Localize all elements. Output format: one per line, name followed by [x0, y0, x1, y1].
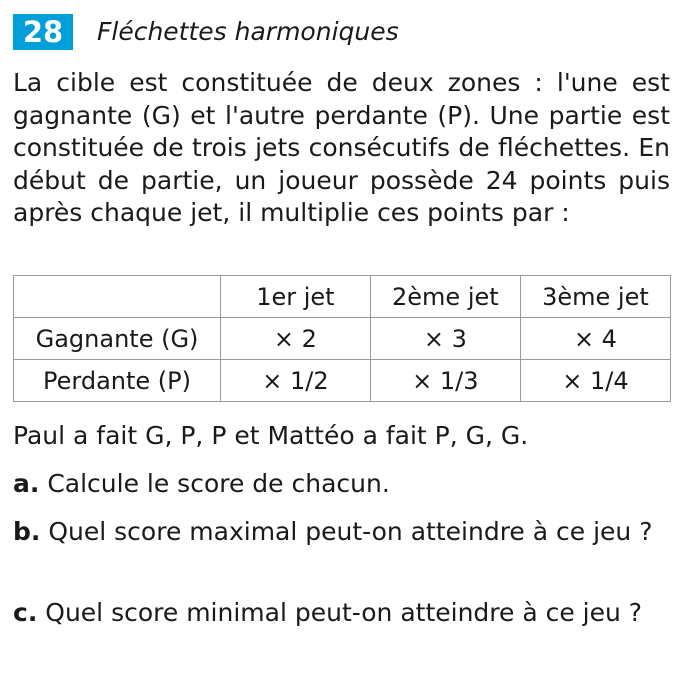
intro-paragraph: La cible est constituée de deux zones : l'une est gagnante (G) et l'autre perdante (P). Une partie est constituée de trois jets consécutifs de fléchettes. En début de partie, un joueur possède 24 points puis après chaque jet, il multiplie ces points par : [13, 68, 670, 228]
exercise-number-badge: 28 [13, 14, 73, 50]
table-row-gagnante [14, 318, 671, 360]
question-text: Quel score minimal peut-on atteindre à ce jeu ? [45, 598, 643, 627]
table-header-cell: 1er jet [221, 276, 371, 318]
table-cell: × 1/4 [520, 360, 670, 402]
table-cell: × 1/2 [221, 360, 371, 402]
question-letter: a. [13, 469, 40, 498]
question-letter: c. [13, 598, 38, 627]
table-header-row [14, 276, 671, 318]
question-letter: b. [13, 517, 41, 546]
summary-text: Paul a fait G, P, P et Mattéo a fait P, G, G. [13, 421, 529, 450]
question-text: Calcule le score de chacun. [47, 469, 390, 498]
table-cell: × 2 [221, 318, 371, 360]
exercise-header [13, 14, 399, 50]
scoring-table [13, 275, 671, 402]
question-a [13, 468, 670, 501]
table-cell: × 3 [370, 318, 520, 360]
table-header-cell [14, 276, 221, 318]
table-cell: × 4 [520, 318, 670, 360]
row-label: Gagnante (G) [14, 318, 221, 360]
exercise-title: Fléchettes harmoniques [97, 17, 399, 46]
table-header-cell: 3ème jet [520, 276, 670, 318]
row-label: Perdante (P) [14, 360, 221, 402]
table-header-cell: 2ème jet [370, 276, 520, 318]
question-b [13, 516, 670, 549]
question-c [13, 597, 670, 630]
question-text: Quel score maximal peut-on atteindre à ce jeu ? [48, 517, 653, 546]
table-row-perdante [14, 360, 671, 402]
table-cell: × 1/3 [370, 360, 520, 402]
